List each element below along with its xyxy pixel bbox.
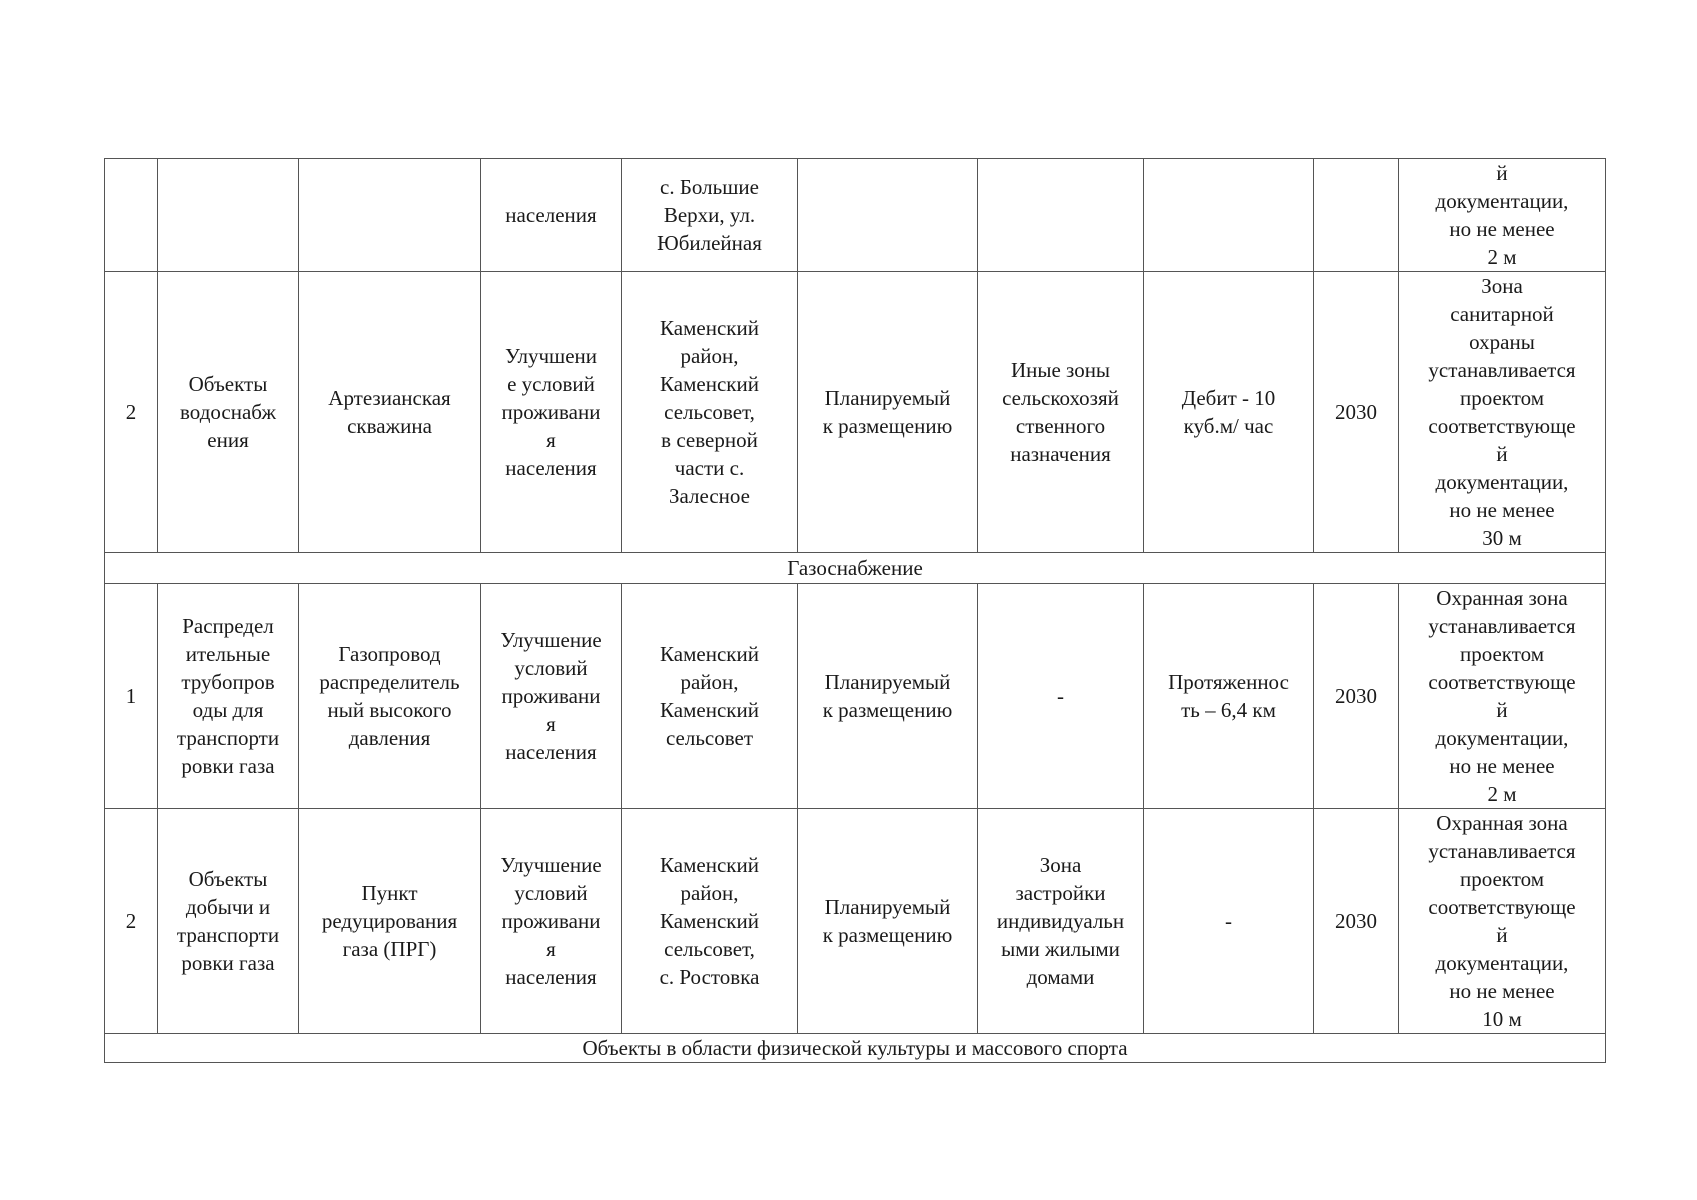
- cell-year: 2030: [1314, 809, 1399, 1034]
- cell-year: [1314, 159, 1399, 272]
- cell-location: с. Большие Верхи, ул. Юбилейная: [622, 159, 798, 272]
- cell-purpose: населения: [481, 159, 622, 272]
- cell-characteristics: Дебит - 10 куб.м/ час: [1144, 272, 1314, 553]
- cell-type: Объекты добычи и транспорти ровки газа: [158, 809, 299, 1034]
- cell-location: Каменский район, Каменский сельсовет: [622, 584, 798, 809]
- cell-year: 2030: [1314, 584, 1399, 809]
- cell-protection-zone: й документации, но не менее 2 м: [1399, 159, 1606, 272]
- section-title: Газоснабжение: [105, 553, 1606, 584]
- section-row-gas: [105, 553, 1606, 584]
- cell-name: [299, 159, 481, 272]
- cell-purpose: Улучшение условий проживани я населения: [481, 584, 622, 809]
- cell-protection-zone: Зона санитарной охраны устанавливается проектом соответствующе й документации, но не менее 30 м: [1399, 272, 1606, 553]
- cell-num: [105, 159, 158, 272]
- cell-status: [798, 159, 978, 272]
- cell-location: Каменский район, Каменский сельсовет, в северной части с. Залесное: [622, 272, 798, 553]
- table-row-continuation: [105, 159, 1606, 272]
- cell-characteristics: [1144, 159, 1314, 272]
- cell-functional-zone: Зона застройки индивидуальн ыми жилыми домами: [978, 809, 1144, 1034]
- objects-table: [104, 158, 1606, 1063]
- table-row: [105, 272, 1606, 553]
- cell-status: Планируемый к размещению: [798, 272, 978, 553]
- cell-location: Каменский район, Каменский сельсовет, с. Ростовка: [622, 809, 798, 1034]
- section-title: Объекты в области физической культуры и массового спорта: [105, 1034, 1606, 1063]
- cell-type: Объекты водоснабж ения: [158, 272, 299, 553]
- cell-name: Газопровод распределитель ный высокого давления: [299, 584, 481, 809]
- cell-type: Распредел ительные трубопров оды для транспорти ровки газа: [158, 584, 299, 809]
- cell-purpose: Улучшени е условий проживани я населения: [481, 272, 622, 553]
- cell-name: Артезианская скважина: [299, 272, 481, 553]
- table-row: [105, 809, 1606, 1034]
- cell-characteristics: -: [1144, 809, 1314, 1034]
- cell-num: 2: [105, 809, 158, 1034]
- cell-num: 2: [105, 272, 158, 553]
- cell-year: 2030: [1314, 272, 1399, 553]
- section-row-sport: [105, 1034, 1606, 1063]
- cell-status: Планируемый к размещению: [798, 584, 978, 809]
- cell-protection-zone: Охранная зона устанавливается проектом соответствующе й документации, но не менее 2 м: [1399, 584, 1606, 809]
- cell-characteristics: Протяженнос ть – 6,4 км: [1144, 584, 1314, 809]
- cell-functional-zone: -: [978, 584, 1144, 809]
- cell-protection-zone: Охранная зона устанавливается проектом соответствующе й документации, но не менее 10 м: [1399, 809, 1606, 1034]
- table-row: [105, 584, 1606, 809]
- cell-purpose: Улучшение условий проживани я населения: [481, 809, 622, 1034]
- cell-status: Планируемый к размещению: [798, 809, 978, 1034]
- cell-num: 1: [105, 584, 158, 809]
- cell-type: [158, 159, 299, 272]
- cell-functional-zone: Иные зоны сельскохозяй ственного назначения: [978, 272, 1144, 553]
- cell-functional-zone: [978, 159, 1144, 272]
- cell-name: Пункт редуцирования газа (ПРГ): [299, 809, 481, 1034]
